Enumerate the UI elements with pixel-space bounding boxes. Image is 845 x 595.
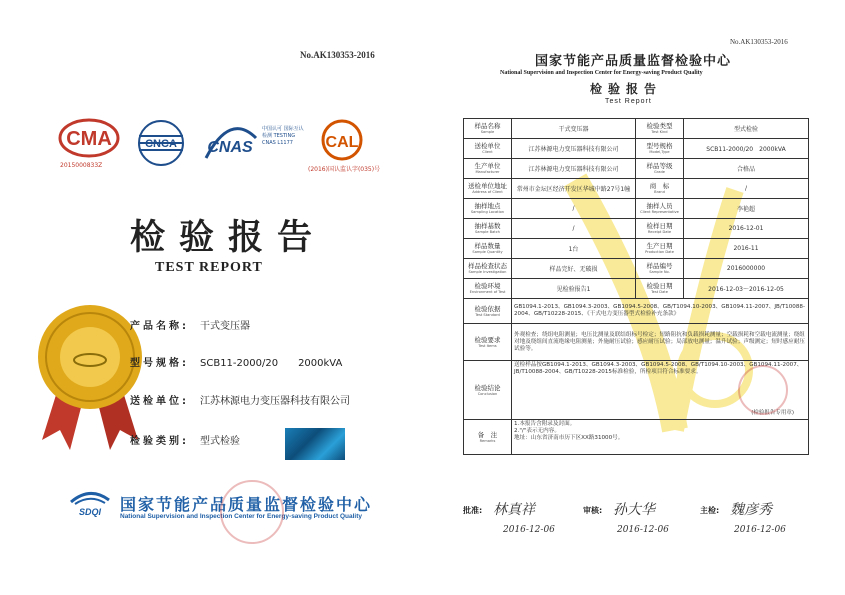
row-label: 检验要求 xyxy=(474,335,501,344)
row-label-english: Manufacturer xyxy=(475,170,500,174)
signature-date: 2016-12-06 xyxy=(617,525,669,535)
row-value: 型式检验 xyxy=(684,119,809,139)
table-row-test-items xyxy=(464,324,809,361)
row-label: 样品等级 xyxy=(646,162,673,170)
row-value: / xyxy=(512,219,636,239)
field-test-type xyxy=(130,432,240,447)
test-items-text: 外观检查；绕组电阻测量；电压比测量及联结组标号检定；短路阻抗和负载损耗测量；空载损耗和空载电流测量；绕组对地及绕组间直流绝缘电阻测量；外施耐压试验；感应耐压试验；局部放电测量；温升试验；声级测定；短时感应耐压试验等。 xyxy=(512,324,809,361)
row-label: 检验结论 xyxy=(474,383,501,392)
field-label: 产品名称: xyxy=(130,321,189,332)
table-row-conclusion xyxy=(464,361,809,420)
row-label: 型号规格 xyxy=(646,142,673,150)
cnas-accreditation-text: 中国认可 国际互认 检测 TESTING CNAS L1177 xyxy=(262,126,304,146)
signature-chief-inspector xyxy=(700,495,810,545)
row-label: 样品数量 xyxy=(474,242,501,250)
cma-logo-text: CMA xyxy=(66,128,112,150)
field-product-name xyxy=(130,317,250,332)
row-value: 江苏林源电力变压器科技有限公司 xyxy=(512,159,636,179)
remark-line: 2."/"表示无内容。 xyxy=(514,428,560,434)
row-label: 检验依据 xyxy=(474,304,501,313)
row-label-english: Production Date xyxy=(645,250,674,254)
cnca-logo-text: CNCA xyxy=(145,138,177,150)
row-label: 抽样地点 xyxy=(474,202,501,210)
sdqi-logo-text: SDQI xyxy=(78,507,102,517)
remarks-cell xyxy=(512,420,809,455)
row-label-english: Remarks xyxy=(479,438,496,443)
row-label: 商 标 xyxy=(649,182,670,190)
cal-logo xyxy=(308,118,381,173)
field-value: 型式检验 xyxy=(200,436,240,447)
conclusion-text: 送检样品按GB1094.1-2013、GB1094.3-2003、GB1094.5-2008、GB/T1094.10-2003、GB1094.11-2007、JB/T10088-2004、GB/T10228-2015标准检验，所检项目符合标准要求。 xyxy=(514,362,803,375)
row-value: 干式变压器 xyxy=(512,119,636,139)
cma-logo xyxy=(58,118,120,172)
row-label: 备 注 xyxy=(477,430,498,439)
row-label-english: Sample xyxy=(480,130,495,134)
field-model xyxy=(130,354,342,369)
handwritten-signature: 林真祥 xyxy=(493,502,535,518)
cnas-logo xyxy=(198,118,308,172)
table-row xyxy=(464,239,809,259)
row-value: SCB11-2000/20 2000kVA xyxy=(684,139,809,159)
stamp-caption: (检验报告专用章) xyxy=(751,410,794,416)
row-label: 检验环境 xyxy=(474,282,501,290)
row-value: 合格品 xyxy=(684,159,809,179)
field-label: 送检单位: xyxy=(130,396,189,407)
row-label-english: Environment of Test xyxy=(469,290,506,294)
row-label-english: Sampling Location xyxy=(470,210,505,214)
row-label: 抽样基数 xyxy=(474,222,501,230)
row-value: 李艳超 xyxy=(684,199,809,219)
handwritten-signature: 魏彦秀 xyxy=(730,502,772,518)
row-value: 样品完好、无破损 xyxy=(512,259,636,279)
row-value: 2016-12-03～2016-12-05 xyxy=(684,279,809,299)
testing-center-name-english: National Supervision and Inspection Center for Energy-saving Product Quality xyxy=(120,513,362,520)
row-value: / xyxy=(684,179,809,199)
row-label-english: Receipt Date xyxy=(647,230,672,234)
conclusion-cell xyxy=(512,361,809,420)
field-value: 干式变压器 xyxy=(200,321,250,332)
signature-label: 主检: xyxy=(700,506,720,515)
field-value: SCB11-2000/20 2000kVA xyxy=(200,358,343,369)
signature-date: 2016-12-06 xyxy=(503,525,555,535)
row-label-english: Sample Quantity xyxy=(472,250,503,254)
row-label: 检样日期 xyxy=(646,222,673,230)
row-value: 江苏林源电力变压器科技有限公司 xyxy=(512,139,636,159)
report-number: No.AK130353-2016 xyxy=(730,38,788,46)
signature-label: 批准: xyxy=(463,506,483,515)
row-label-english: Brand xyxy=(654,190,665,194)
table-row xyxy=(464,179,809,199)
table-row xyxy=(464,279,809,299)
signature-approved xyxy=(463,495,583,545)
row-label-english: Sample No. xyxy=(649,270,670,274)
field-label: 检验类别: xyxy=(130,436,189,447)
row-label-english: Test Kind xyxy=(651,130,668,134)
row-value: 2016-11 xyxy=(684,239,809,259)
row-value: 2016-12-01 xyxy=(684,219,809,239)
cnas-logo-text: CNAS xyxy=(207,139,253,156)
report-title-english: TEST REPORT xyxy=(155,260,263,275)
official-stamp xyxy=(220,480,284,544)
field-label: 型号规格: xyxy=(130,358,189,369)
hologram-security-label xyxy=(285,428,345,460)
row-label: 样品名称 xyxy=(474,122,501,130)
row-label-english: Client xyxy=(482,150,493,154)
test-standards-text: GB1094.1-2013、GB1094.3-2003、GB1094.5-2008、GB/T1094.10-2003、GB1094.11-2007、JB/T10088-2004、GB/T10228-2015、《干式电力变压器型式检验补充条款》 xyxy=(512,299,809,324)
row-label: 送检单位 xyxy=(474,142,501,150)
testing-center-name: 国家节能产品质量监督检验中心 xyxy=(120,495,373,514)
sdqi-logo xyxy=(65,488,115,518)
cma-code: 2015000833Z xyxy=(60,162,103,169)
signature-reviewed xyxy=(583,495,698,545)
row-label: 抽样人员 xyxy=(646,202,673,210)
row-label: 生产日期 xyxy=(646,242,673,250)
row-label-english: Sample Batch xyxy=(475,230,500,234)
row-label: 生产单位 xyxy=(474,162,501,170)
row-label-english: Address of Client xyxy=(472,190,503,194)
testing-center-name-english: National Supervision and Inspection Center for Energy-saving Product Quality xyxy=(500,70,703,76)
handwritten-signature: 孙大华 xyxy=(613,502,655,518)
report-number: No.AK130353-2016 xyxy=(300,50,375,60)
report-title: 检验报告 xyxy=(130,218,327,258)
table-row xyxy=(464,159,809,179)
cal-code: (2016)国认监认字(035)号 xyxy=(308,166,381,173)
cal-logo-text: CAL xyxy=(325,134,359,151)
row-label-english: Model,Type xyxy=(649,150,670,154)
row-label: 检验类型 xyxy=(646,122,673,130)
remark-line: 1.本报告含附录及封面。 xyxy=(514,421,576,427)
row-label: 样品检查状态 xyxy=(468,262,507,270)
row-label-english: Grade xyxy=(654,170,665,174)
row-value: 见检验报告1 xyxy=(512,279,636,299)
table-row-remarks xyxy=(464,420,809,455)
table-row xyxy=(464,199,809,219)
row-value: 2016000000 xyxy=(684,259,809,279)
official-stamp xyxy=(738,365,788,415)
field-value: 江苏林源电力变压器科技有限公司 xyxy=(200,396,350,407)
row-label: 样品编号 xyxy=(646,262,673,270)
row-label-english: Sample Investigation xyxy=(468,270,507,274)
row-label: 送检单位地址 xyxy=(468,182,507,190)
report-info-table xyxy=(463,118,809,455)
row-value: 常州市金坛区经济开发区华城中路27号1幢 xyxy=(512,179,636,199)
row-value: 1台 xyxy=(512,239,636,259)
table-row xyxy=(464,219,809,239)
table-row-standards xyxy=(464,299,809,324)
row-label: 检验日期 xyxy=(646,282,673,290)
report-title-english: Test Report xyxy=(605,98,652,105)
table-row xyxy=(464,259,809,279)
signature-label: 审核: xyxy=(583,506,603,515)
table-row xyxy=(464,139,809,159)
row-label-english: Test Date xyxy=(651,290,668,294)
row-label-english: Conclusion xyxy=(477,391,498,396)
row-label-english: Client Representative xyxy=(640,210,679,214)
field-client xyxy=(130,392,350,407)
testing-center-name: 国家节能产品质量监督检验中心 xyxy=(535,54,732,69)
row-label-english: Test Items xyxy=(478,343,497,348)
row-value: / xyxy=(512,199,636,219)
cnca-logo xyxy=(132,118,190,172)
report-cover-page xyxy=(50,40,385,565)
remark-line: 地址：山东省济南市历下区XX路31000号。 xyxy=(514,435,624,441)
row-label-english: Test Standard xyxy=(475,312,500,317)
signature-date: 2016-12-06 xyxy=(734,525,786,535)
report-data-page xyxy=(455,40,810,570)
table-row xyxy=(464,119,809,139)
report-title: 检验报告 xyxy=(590,82,663,96)
